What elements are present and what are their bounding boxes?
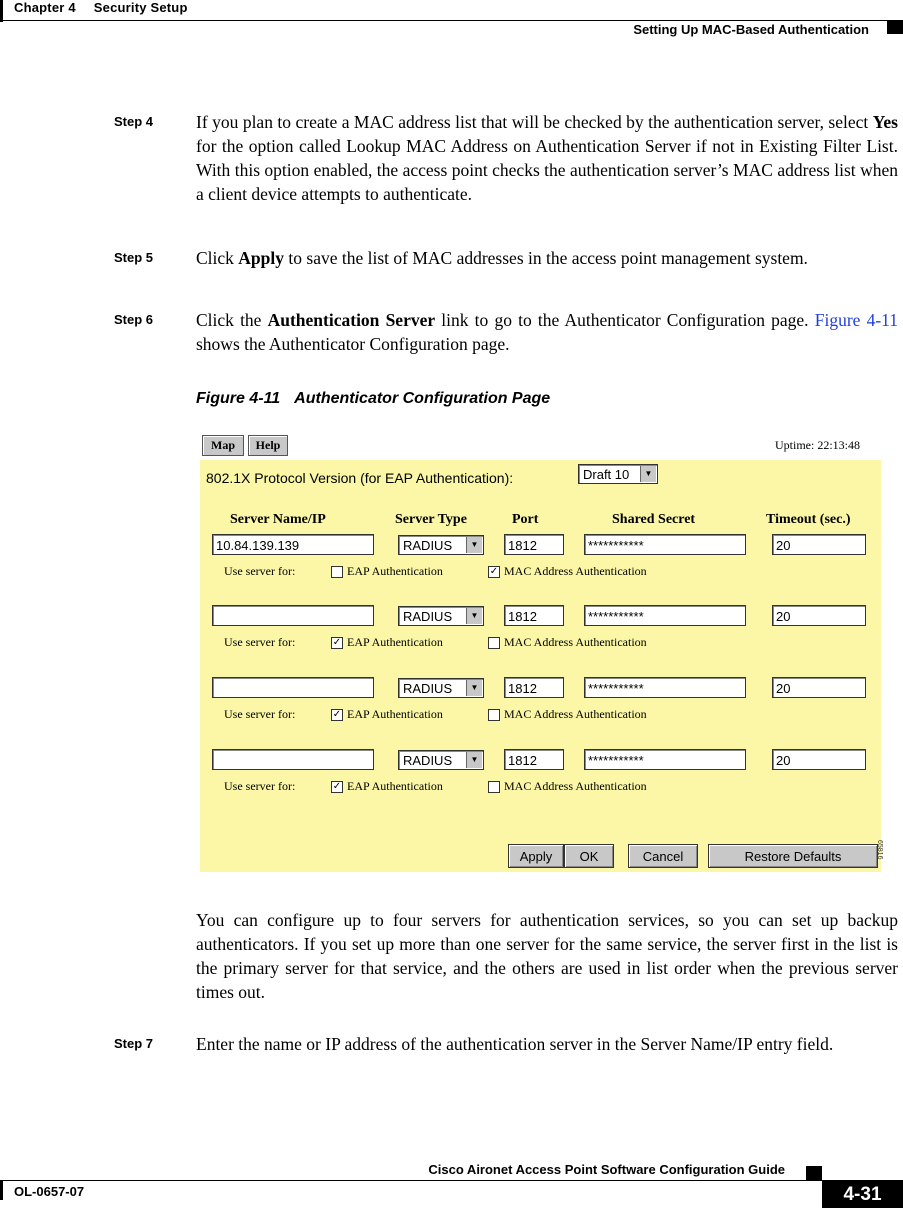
- chevron-down-icon: ▼: [466, 537, 482, 553]
- shared-secret-input[interactable]: ***********: [584, 677, 746, 698]
- use-server-for-label: Use server for:: [224, 707, 296, 721]
- col-header-timeout: Timeout (sec.): [766, 512, 851, 527]
- step-6-text-part: Click the: [196, 310, 268, 330]
- mac-auth-label: MAC Address Authentication: [504, 564, 647, 578]
- col-header-server-type: Server Type: [395, 512, 467, 527]
- chevron-down-icon: ▼: [640, 466, 656, 482]
- apply-button[interactable]: Apply: [508, 844, 564, 868]
- server-name-input[interactable]: [212, 749, 374, 770]
- mac-auth-label: MAC Address Authentication: [504, 635, 647, 649]
- step-4-bold-yes: Yes: [872, 112, 898, 132]
- col-header-server-name: Server Name/IP: [230, 512, 326, 527]
- chevron-down-icon: ▼: [466, 608, 482, 624]
- chevron-down-icon: ▼: [466, 752, 482, 768]
- col-header-port: Port: [512, 512, 539, 527]
- header-rule: [0, 20, 903, 21]
- mac-auth-checkbox[interactable]: [488, 709, 500, 721]
- server-type-select[interactable]: [398, 678, 484, 698]
- step-5-bold-apply: Apply: [238, 248, 285, 268]
- step-7-text: Enter the name or IP address of the authentication server in the Server Name/IP entry field.: [196, 1034, 834, 1054]
- mac-auth-label: MAC Address Authentication: [504, 707, 647, 721]
- server-type-value: RADIUS: [403, 609, 453, 624]
- header-left-bar: [0, 0, 3, 22]
- header-chapter-number: Chapter 4: [14, 0, 76, 15]
- after-figure-text: You can configure up to four servers for authentication services, so you can set up backup authenticators. If you set up more than one server for the same service, the server first in the list is the primary server for that service, and the others are used in list order when the previous server times out.: [196, 910, 898, 1002]
- figure-4-11-link[interactable]: Figure 4-11: [814, 310, 898, 330]
- header-chapter: [14, 0, 188, 15]
- chevron-down-icon: ▼: [466, 680, 482, 696]
- eap-auth-label: EAP Authentication: [347, 707, 443, 721]
- step-6-text-part: link to go to the Authenticator Configuration page.: [435, 310, 815, 330]
- server-type-value: RADIUS: [403, 753, 453, 768]
- step-6-bold-auth-server: Authentication Server: [267, 310, 436, 330]
- figure-id-tag: 65816: [876, 840, 883, 860]
- mac-auth-label: MAC Address Authentication: [504, 779, 647, 793]
- server-type-select[interactable]: [398, 535, 484, 555]
- figure-caption: [196, 390, 550, 408]
- use-server-for-label: Use server for:: [224, 564, 296, 578]
- port-input[interactable]: 1812: [504, 749, 564, 770]
- config-panel: [200, 460, 881, 872]
- footer-left-bar: [0, 1180, 3, 1200]
- step-6-text-part: shows the Authenticator Configuration page.: [196, 334, 510, 354]
- step-7-label: Step 7: [114, 1036, 154, 1051]
- eap-auth-label: EAP Authentication: [347, 635, 443, 649]
- use-server-for-label: Use server for:: [224, 779, 296, 793]
- protocol-version-label: 802.1X Protocol Version (for EAP Authentication):: [206, 470, 514, 486]
- eap-auth-checkbox[interactable]: ✓: [332, 637, 342, 648]
- eap-auth-checkbox[interactable]: ✓: [332, 781, 342, 792]
- map-button[interactable]: Map: [202, 435, 244, 456]
- server-type-value: RADIUS: [403, 681, 453, 696]
- header-chapter-title: Security Setup: [93, 0, 188, 15]
- step-4-text-part: for the option called Lookup MAC Address on Authentication Server if not in Existing Filter List. With this option enabled, the access point checks the authentication server’s MAC address list when a client device attempts to authenticate.: [196, 136, 898, 204]
- use-server-for-label: Use server for:: [224, 635, 296, 649]
- protocol-version-select[interactable]: [578, 464, 658, 484]
- footer-doc-number: OL-0657-07: [14, 1184, 85, 1199]
- shared-secret-input[interactable]: ***********: [584, 605, 746, 626]
- ok-button[interactable]: OK: [564, 844, 614, 868]
- server-type-select[interactable]: [398, 750, 484, 770]
- protocol-version-value: Draft 10: [583, 467, 630, 482]
- step-6-label: Step 6: [114, 312, 154, 327]
- restore-defaults-button[interactable]: Restore Defaults: [708, 844, 878, 868]
- help-button[interactable]: Help: [248, 435, 288, 456]
- eap-auth-label: EAP Authentication: [347, 779, 443, 793]
- figure-title: Authenticator Configuration Page: [294, 390, 551, 407]
- footer-rule: [0, 1180, 903, 1181]
- server-name-input[interactable]: [212, 677, 374, 698]
- header-section-title: Setting Up MAC-Based Authentication: [633, 22, 869, 37]
- port-input[interactable]: 1812: [504, 534, 564, 555]
- step-6-text: [196, 308, 898, 356]
- timeout-input[interactable]: 20: [772, 749, 866, 770]
- header-block-marker: [887, 20, 903, 34]
- shared-secret-input[interactable]: ***********: [584, 534, 746, 555]
- footer-page-number: 4-31: [822, 1180, 903, 1208]
- server-name-input[interactable]: 10.84.139.139: [212, 534, 374, 555]
- mac-auth-checkbox[interactable]: [488, 781, 500, 793]
- server-type-select[interactable]: [398, 606, 484, 626]
- mac-auth-checkbox[interactable]: [488, 637, 500, 649]
- figure-top-bar: [196, 430, 896, 460]
- step-4-text: [196, 110, 898, 206]
- server-name-input[interactable]: [212, 605, 374, 626]
- eap-auth-checkbox[interactable]: [331, 566, 343, 578]
- step-5-label: Step 5: [114, 250, 154, 265]
- port-input[interactable]: 1812: [504, 677, 564, 698]
- figure-number: Figure 4-11: [196, 390, 281, 407]
- eap-auth-label: EAP Authentication: [347, 564, 443, 578]
- shared-secret-input[interactable]: ***********: [584, 749, 746, 770]
- step-5-text-part: to save the list of MAC addresses in the access point management system.: [284, 248, 808, 268]
- timeout-input[interactable]: 20: [772, 534, 866, 555]
- step-4-text-part: If you plan to create a MAC address list that will be checked by the authentication server, select: [196, 112, 873, 132]
- server-type-value: RADIUS: [403, 538, 453, 553]
- step-5-text-part: Click: [196, 248, 239, 268]
- timeout-input[interactable]: 20: [772, 605, 866, 626]
- timeout-input[interactable]: 20: [772, 677, 866, 698]
- port-input[interactable]: 1812: [504, 605, 564, 626]
- step-5-text: [196, 246, 898, 270]
- footer-block-marker: [806, 1166, 822, 1180]
- step-4-label: Step 4: [114, 114, 154, 129]
- cancel-button[interactable]: Cancel: [628, 844, 698, 868]
- mac-auth-checkbox[interactable]: ✓: [489, 566, 499, 577]
- col-header-shared-secret: Shared Secret: [612, 512, 696, 527]
- footer-guide-title: Cisco Aironet Access Point Software Configuration Guide: [428, 1162, 785, 1177]
- eap-auth-checkbox[interactable]: ✓: [332, 709, 342, 720]
- authenticator-config-figure: [196, 430, 896, 872]
- uptime-text: Uptime: 22:13:48: [775, 438, 860, 452]
